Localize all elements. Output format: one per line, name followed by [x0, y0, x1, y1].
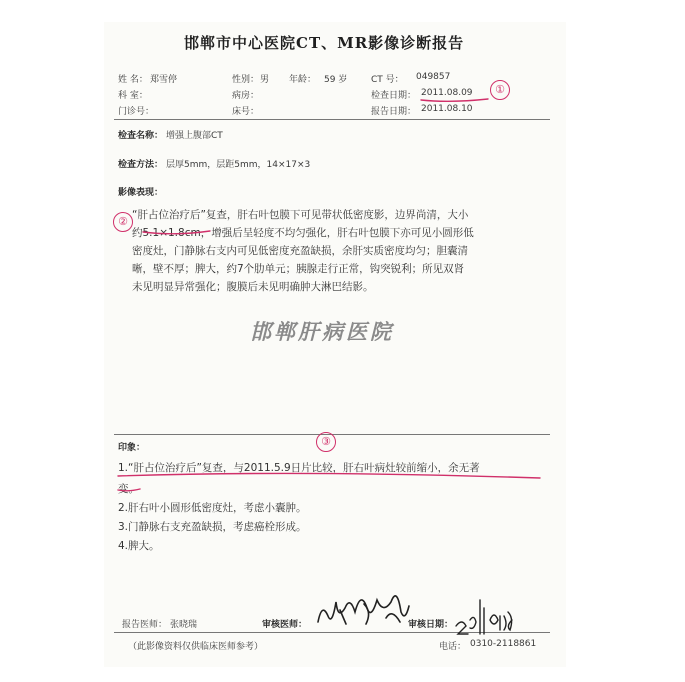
ct-number-label: CT 号：	[371, 75, 404, 85]
name-label: 姓 名：	[118, 75, 148, 85]
impression-underline-1	[118, 473, 540, 478]
gender-label: 性别：	[232, 75, 260, 85]
findings-label: 影像表现：	[118, 188, 164, 198]
findings-line: 密度灶，门静脉右支内可见低密度充盈缺损，余肝实质密度均匀；胆囊清	[132, 245, 468, 257]
impression-line: 1.“肝占位治疗后”复查，与2011.5.9日片比较，肝右叶病灶较前缩小，余无著	[118, 462, 480, 474]
phone-label: 电话：	[439, 642, 467, 652]
review-date-label: 审核日期：	[408, 620, 454, 630]
phone-number: 0310-2118861	[470, 639, 537, 649]
annotation-marker-3: ③	[316, 432, 336, 452]
ct-number: 049857	[416, 72, 451, 82]
report-date-label: 报告日期：	[371, 107, 417, 117]
patient-name: 郑雪停	[150, 75, 178, 85]
findings-line: “肝占位治疗后”复查，肝右叶包膜下可见带状低密度影，边界尚清，大小	[132, 209, 469, 221]
reporter-label: 报告医师：	[122, 620, 168, 630]
annotation-marker-1: ①	[490, 80, 510, 100]
exam-name-label: 检查名称：	[118, 131, 164, 141]
patient-gender: 男	[260, 75, 270, 85]
findings-line: 晰，壁不厚；脾大，约7个肋单元；胰腺走行正常，钩突锐利；所见双肾	[132, 263, 465, 275]
impression-line: 3.门静脉右支充盈缺损，考虑癌栓形成。	[118, 521, 307, 533]
exam-method: 层厚5mm，层距5mm，14×17×3	[166, 160, 311, 170]
bed-number-label: 床号：	[232, 107, 260, 117]
impression-line: 变。	[118, 483, 139, 495]
size-underline	[143, 231, 210, 234]
exam-date-underline	[421, 99, 488, 101]
age-label: 年龄：	[289, 75, 317, 85]
exam-date-label: 检查日期：	[371, 91, 417, 101]
review-date-handwritten	[456, 600, 512, 634]
report-date: 2011.08.10	[421, 104, 473, 114]
impression-line: 4.脾大。	[118, 540, 160, 552]
impression-underline-2	[118, 489, 140, 491]
footer-disclaimer: （此影像资料仅供临床医师参考）	[128, 642, 264, 652]
clinic-number-label: 门诊号：	[118, 107, 155, 117]
findings-line: 约5.1×1.8cm，增强后呈轻度不均匀强化，肝右叶包膜下亦可见小圆形低	[132, 227, 474, 239]
hospital-watermark: 邯郸肝病医院	[250, 319, 394, 344]
exam-method-label: 检查方法：	[118, 160, 164, 170]
findings-line: 未见明显异常强化；腹膜后未见明确肿大淋巴结影。	[132, 281, 374, 293]
impression-label: 印象：	[118, 443, 146, 453]
reporter-name: 张晓瑞	[170, 620, 198, 630]
impression-line: 2.肝右叶小圆形低密度灶，考虑小囊肿。	[118, 502, 307, 514]
report-title: 邯郸市中心医院CT、MR影像诊断报告	[184, 34, 465, 52]
annotation-marker-2: ②	[113, 212, 133, 232]
ward-label: 病房：	[232, 91, 260, 101]
exam-name: 增强上腹部CT	[166, 131, 223, 141]
exam-date: 2011.08.09	[421, 88, 473, 98]
patient-age: 59 岁	[324, 75, 348, 85]
reviewer-signature	[318, 596, 409, 624]
department-label: 科 室：	[118, 91, 148, 101]
reviewer-label: 审核医师：	[262, 620, 308, 630]
